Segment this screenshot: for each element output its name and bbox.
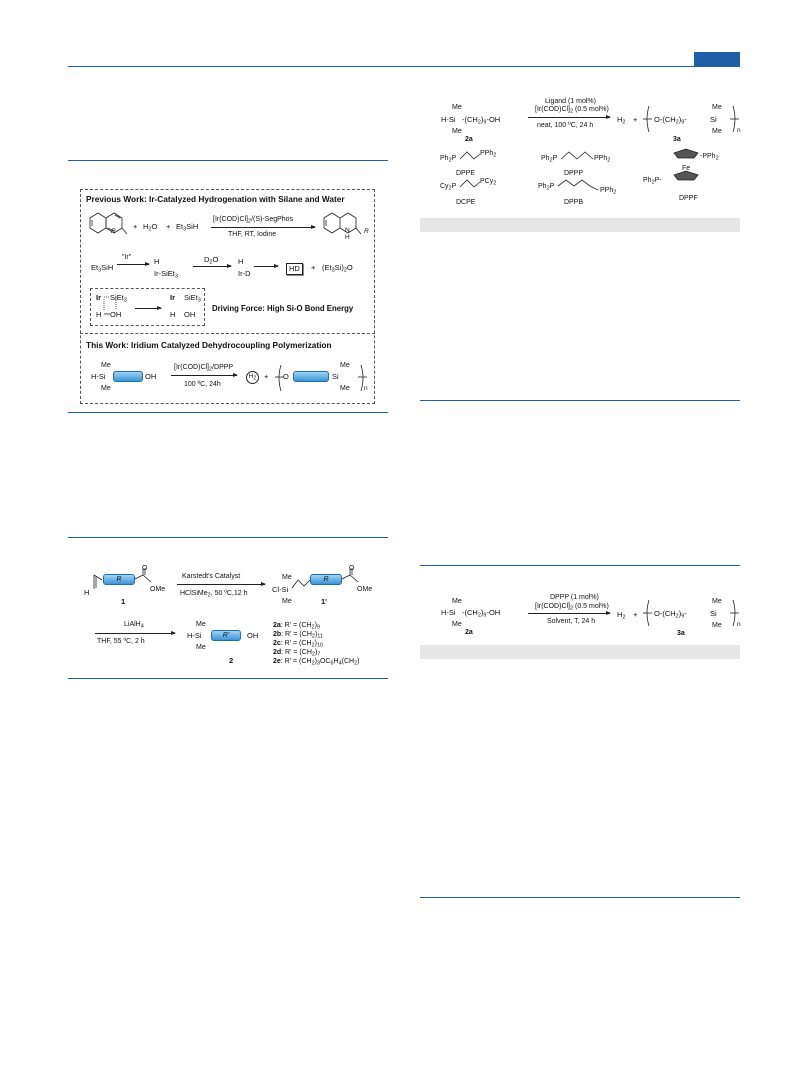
- arrow-s3: [528, 117, 610, 118]
- s4-poly-me-top: Me: [712, 598, 722, 605]
- quinoline-structure: [86, 212, 126, 244]
- dppe-ph2p: $Ph_2P$: [440, 155, 457, 164]
- def-2e: 2e: $R' = (CH_2)_3OC_6H_4(CH_2)$: [273, 658, 360, 667]
- s2-o: O: [142, 565, 148, 572]
- s4-h2: $H_2$: [617, 610, 626, 621]
- arrow-6: [171, 375, 237, 376]
- quinoline-r: R: [111, 228, 116, 235]
- dppe-bonds: [460, 150, 482, 162]
- arrow-s4: [528, 613, 610, 614]
- arrow-5: [135, 308, 161, 309]
- ligand-dppe: DPPE: [456, 170, 476, 177]
- dppf-fe: Fe: [682, 165, 691, 172]
- plus-3: +: [311, 263, 316, 272]
- s4-poly-si: Si: [710, 609, 717, 618]
- thq-r: R: [364, 228, 369, 235]
- s3-chain: $-(CH_2)_9-OH$: [462, 115, 501, 126]
- tw-h-si: H-Si: [91, 372, 106, 381]
- dppf-ph2p: $Ph_2P-$: [643, 177, 662, 186]
- s2-cond-b: THF, 55 ºC, 2 h: [97, 638, 145, 645]
- thq-n: N: [345, 227, 350, 234]
- arrow-s2a: [177, 584, 265, 585]
- tw-poly-me-top: Me: [340, 362, 350, 369]
- s2-1p-o: O: [349, 565, 355, 572]
- dcpe-cy2p: $Cy_2P$: [440, 183, 457, 192]
- tw-me-top: Me: [101, 362, 111, 369]
- s3-poly-si: Si: [710, 115, 717, 124]
- ts-ir-1: Ir: [96, 293, 102, 302]
- compound-1: 1: [121, 597, 126, 606]
- this-work-title: This Work: Iridium Catalyzed Dehydrocoupling Polymerization: [86, 340, 332, 350]
- h2-circle: $H_2$: [246, 371, 259, 384]
- ligand-dcpe: DCPE: [456, 199, 476, 206]
- scheme1-top-rule: [68, 160, 388, 161]
- arrow-s2b: [95, 633, 175, 634]
- tw-me-bottom: Me: [101, 385, 111, 392]
- arrow-2: [117, 264, 149, 265]
- s4-chain: $-(CH_2)_9-OH$: [462, 608, 501, 619]
- tw-linker-pill: [113, 371, 143, 382]
- dcpe-pcy2: PCy$_2$: [480, 178, 497, 187]
- s3-n: n: [737, 127, 741, 134]
- s2-2-me-top: Me: [196, 621, 206, 628]
- water-label: $H_2O$: [143, 222, 158, 233]
- s3-catalyst: $[Ir(COD)Cl]_2$ (0.5 mol%): [535, 106, 609, 115]
- condition-1-bottom: THF, RT, Iodine: [228, 231, 277, 238]
- s4-me-top: Me: [452, 598, 462, 605]
- ts-h: H: [96, 310, 102, 319]
- thq-h: H: [345, 234, 350, 241]
- s3-plus: +: [633, 115, 638, 124]
- d2o-label: $D_2O$: [204, 255, 219, 266]
- def-2c: 2c: $R' = (CH_2)_{10}$: [273, 640, 324, 649]
- ts-oh: OH: [110, 310, 122, 319]
- def-2a: 2a: $R' = (CH_2)_9$: [273, 622, 320, 631]
- s2-1p-chain: [292, 578, 312, 592]
- driving-force-label: Driving Force: High Si-O Bond Energy: [212, 304, 354, 313]
- dppb-ph2p: $Ph_2P$: [538, 183, 555, 192]
- s2-1p-r-pill: R: [310, 574, 342, 585]
- table2-header-band: [420, 645, 740, 659]
- triethylsilane-label: $Et_3SiH$: [176, 222, 199, 233]
- s3-label-2a: 2a: [465, 136, 473, 143]
- karstedt-catalyst: Karstedt's Catalyst: [182, 573, 241, 580]
- scheme2-top-rule: [68, 537, 388, 538]
- tetrahydroquinoline-structure: [320, 212, 362, 244]
- hd-box: HD: [286, 263, 303, 275]
- table1-header-band: [420, 218, 740, 232]
- ir-h: H: [154, 257, 160, 266]
- dppp-bonds: [561, 150, 597, 162]
- s4-o-chain: $O-(CH_2)_9-$: [654, 609, 687, 620]
- ir-quote: "Ir": [122, 254, 132, 261]
- s2-ome: OMe: [150, 586, 166, 593]
- arrow-1: [211, 227, 315, 228]
- s3-h-si: H-Si: [441, 115, 456, 124]
- s3-conditions: neat, 100 ºC, 24 h: [537, 122, 594, 129]
- header-accent-block: [694, 52, 740, 66]
- ligand-dppb: DPPB: [564, 199, 584, 206]
- dppb-bonds: [558, 178, 602, 194]
- scheme1-divider: [80, 333, 375, 334]
- s3-me-top: Me: [452, 104, 462, 111]
- ts-siet3-2: SiEt$_3$: [184, 293, 201, 304]
- arrow-3: [193, 266, 231, 267]
- s3-poly-me-bottom: Me: [712, 128, 722, 135]
- condition-1-top: $[Ir(COD)Cl]_2/(S)$-SegPhos: [213, 216, 294, 225]
- silane-start: $Et_3SiH$: [91, 263, 114, 274]
- arrow-4: [254, 266, 278, 267]
- scheme4-top-rule: [420, 565, 740, 566]
- s3-label-3a: 3a: [673, 136, 681, 143]
- ts-ir-2: Ir: [170, 293, 176, 302]
- ts-h-2: H: [170, 310, 176, 319]
- tw-poly-si: Si: [332, 372, 339, 381]
- ts-oh-2: OH: [184, 310, 196, 319]
- table1-bottom-rule: [420, 400, 740, 401]
- s2-2-oh: OH: [247, 631, 259, 640]
- dcpe-bonds: [460, 178, 482, 190]
- s4-me-bottom: Me: [452, 621, 462, 628]
- plus-2: +: [166, 222, 171, 231]
- dppp-pph2: PPh$_2$: [594, 155, 611, 164]
- s4-catalyst: $[Ir(COD)Cl]_2$ (0.5 mol%): [535, 603, 609, 612]
- dppe-pph2: PPh$_2$: [480, 150, 497, 159]
- tw-oh: OH: [145, 372, 157, 381]
- s4-label-2a: 2a: [465, 629, 473, 636]
- s4-n: n: [737, 621, 741, 628]
- previous-work-title: Previous Work: Ir-Catalyzed Hydrogenation with Silane and Water: [86, 194, 345, 204]
- ts-siet3-1: SiEt$_3$: [110, 293, 127, 304]
- ligand-dppf: DPPF: [679, 195, 698, 202]
- table2-bottom-rule: [420, 897, 740, 898]
- s3-o-chain: $O-(CH_2)_9-$: [654, 115, 687, 126]
- disiloxane: $(Et_3Si)_2O$: [322, 263, 353, 274]
- ird-h: H: [238, 257, 244, 266]
- tw-n: n: [364, 385, 368, 392]
- s3-me-bottom: Me: [452, 128, 462, 135]
- tw-cond-bottom: 100 ºC, 24h: [184, 381, 221, 388]
- tw-o: O: [283, 372, 289, 381]
- plus-1: +: [133, 222, 138, 231]
- s2-2-me-bottom: Me: [196, 644, 206, 651]
- dppb-pph2: PPh$_2$: [600, 187, 617, 196]
- compound-1p: 1': [321, 597, 327, 606]
- s2-cl-si: Cl-Si: [272, 585, 289, 594]
- s4-poly-me-bottom: Me: [712, 622, 722, 629]
- s2-cond-a: HClSiMe$_2$, 50 ºC,12 h: [180, 590, 248, 599]
- def-2b: 2b: $R' = (CH_2)_{11}$: [273, 631, 323, 640]
- tw-cond-top: $[Ir(COD)Cl]_2$/DPPP: [174, 364, 234, 373]
- def-2d: 2d: $R' = (CH_2)_7$: [273, 649, 321, 658]
- dppp-ph2p: $Ph_2P$: [541, 155, 558, 164]
- dppf-pph2: -PPh$_2$: [700, 153, 719, 162]
- s2-1p-me-top: Me: [282, 574, 292, 581]
- s2-2-rp-pill: R': [211, 630, 241, 641]
- header-rule: [68, 66, 740, 67]
- lialh4: LiAlH$_4$: [124, 621, 144, 630]
- s3-poly-me-top: Me: [712, 104, 722, 111]
- s2-h: H: [84, 588, 90, 597]
- s2-1p-me-bottom: Me: [282, 598, 292, 605]
- tw-poly-me-bottom: Me: [340, 385, 350, 392]
- s2-1p-ome: OMe: [357, 586, 373, 593]
- s4-dppp: DPPP (1 mol%): [550, 594, 599, 601]
- ir-siet3: Ir-SiEt$_3$: [154, 269, 178, 280]
- s4-h-si: H-Si: [441, 608, 456, 617]
- s3-ligand: Ligand (1 mol%): [545, 98, 596, 105]
- tw-polymer-pill: [293, 371, 329, 382]
- scheme2-bottom-rule: [68, 678, 388, 679]
- scheme1-bottom-rule: [68, 412, 388, 413]
- plus-4: +: [264, 372, 269, 381]
- s4-label-3a: 3a: [677, 630, 685, 637]
- s3-h2: $H_2$: [617, 115, 626, 126]
- ts-bonds: [104, 297, 118, 315]
- compound-2: 2: [229, 656, 234, 665]
- s4-conditions: Solvent, T, 24 h: [547, 618, 596, 625]
- ligand-dppp: DPPP: [564, 170, 584, 177]
- s2-2-h-si: H-Si: [187, 631, 202, 640]
- s4-plus: +: [633, 610, 638, 619]
- ir-d: Ir-D: [238, 269, 251, 278]
- s2-r-pill: R: [103, 574, 135, 585]
